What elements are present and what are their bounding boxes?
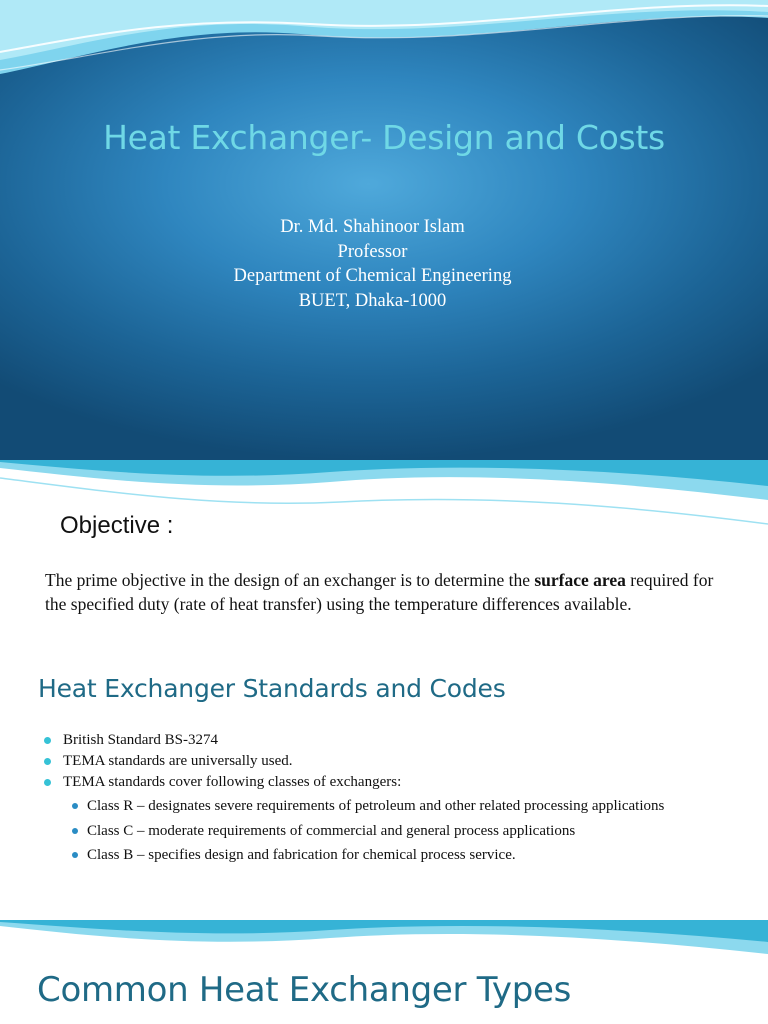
standards-heading: Heat Exchanger Standards and Codes xyxy=(38,674,506,703)
sub-bullet-icon xyxy=(72,828,78,834)
sub-list-item xyxy=(44,845,744,866)
wave-decoration xyxy=(0,0,768,90)
list-item xyxy=(44,772,744,793)
bullet-icon xyxy=(44,737,51,744)
objective-text-part1: The prime objective in the design of an exchanger is to determine the xyxy=(45,570,535,590)
sub-bullet-icon xyxy=(72,852,78,858)
objective-slide xyxy=(0,460,768,920)
bullet-text: TEMA standards are universally used. xyxy=(63,753,293,769)
list-item xyxy=(44,751,744,772)
sub-bullet-text: Class B – specifies design and fabrication for chemical process service. xyxy=(87,847,516,863)
sub-bullet-text: Class C – moderate requirements of commercial and general process applications xyxy=(87,822,576,839)
slide3-title: Common Heat Exchanger Types xyxy=(37,970,572,1010)
bullet-text: TEMA standards cover following classes of exchangers: xyxy=(63,774,402,790)
title-slide xyxy=(0,0,768,460)
author-name: Dr. Md. Shahinoor Islam xyxy=(280,217,465,237)
sub-list-item xyxy=(44,821,744,842)
bullet-icon xyxy=(44,779,51,786)
author-institution: BUET, Dhaka-1000 xyxy=(298,290,447,311)
objective-paragraph xyxy=(45,568,725,616)
slide1-title: Heat Exchanger- Design and Costs xyxy=(103,118,665,157)
types-slide xyxy=(0,920,768,1024)
bullet-icon xyxy=(44,758,51,765)
author-department: Department of Chemical Engineering xyxy=(233,266,512,286)
objective-text-bold: surface area xyxy=(534,570,626,590)
objective-heading: Objective : xyxy=(60,512,174,539)
author-block xyxy=(0,215,745,313)
sub-bullet-text: Class R – designates severe requirements of petroleum and other related processing applications xyxy=(87,798,665,814)
bullet-text: British Standard BS-3274 xyxy=(63,732,219,748)
author-position: Professor xyxy=(337,241,408,262)
objective-text-part2: required for the specified duty (rate of heat transfer) using the temperature differences available. xyxy=(45,570,714,614)
sub-bullet-icon xyxy=(72,803,78,809)
sub-list-item xyxy=(44,796,744,817)
list-item xyxy=(44,730,744,751)
standards-list xyxy=(44,730,744,870)
